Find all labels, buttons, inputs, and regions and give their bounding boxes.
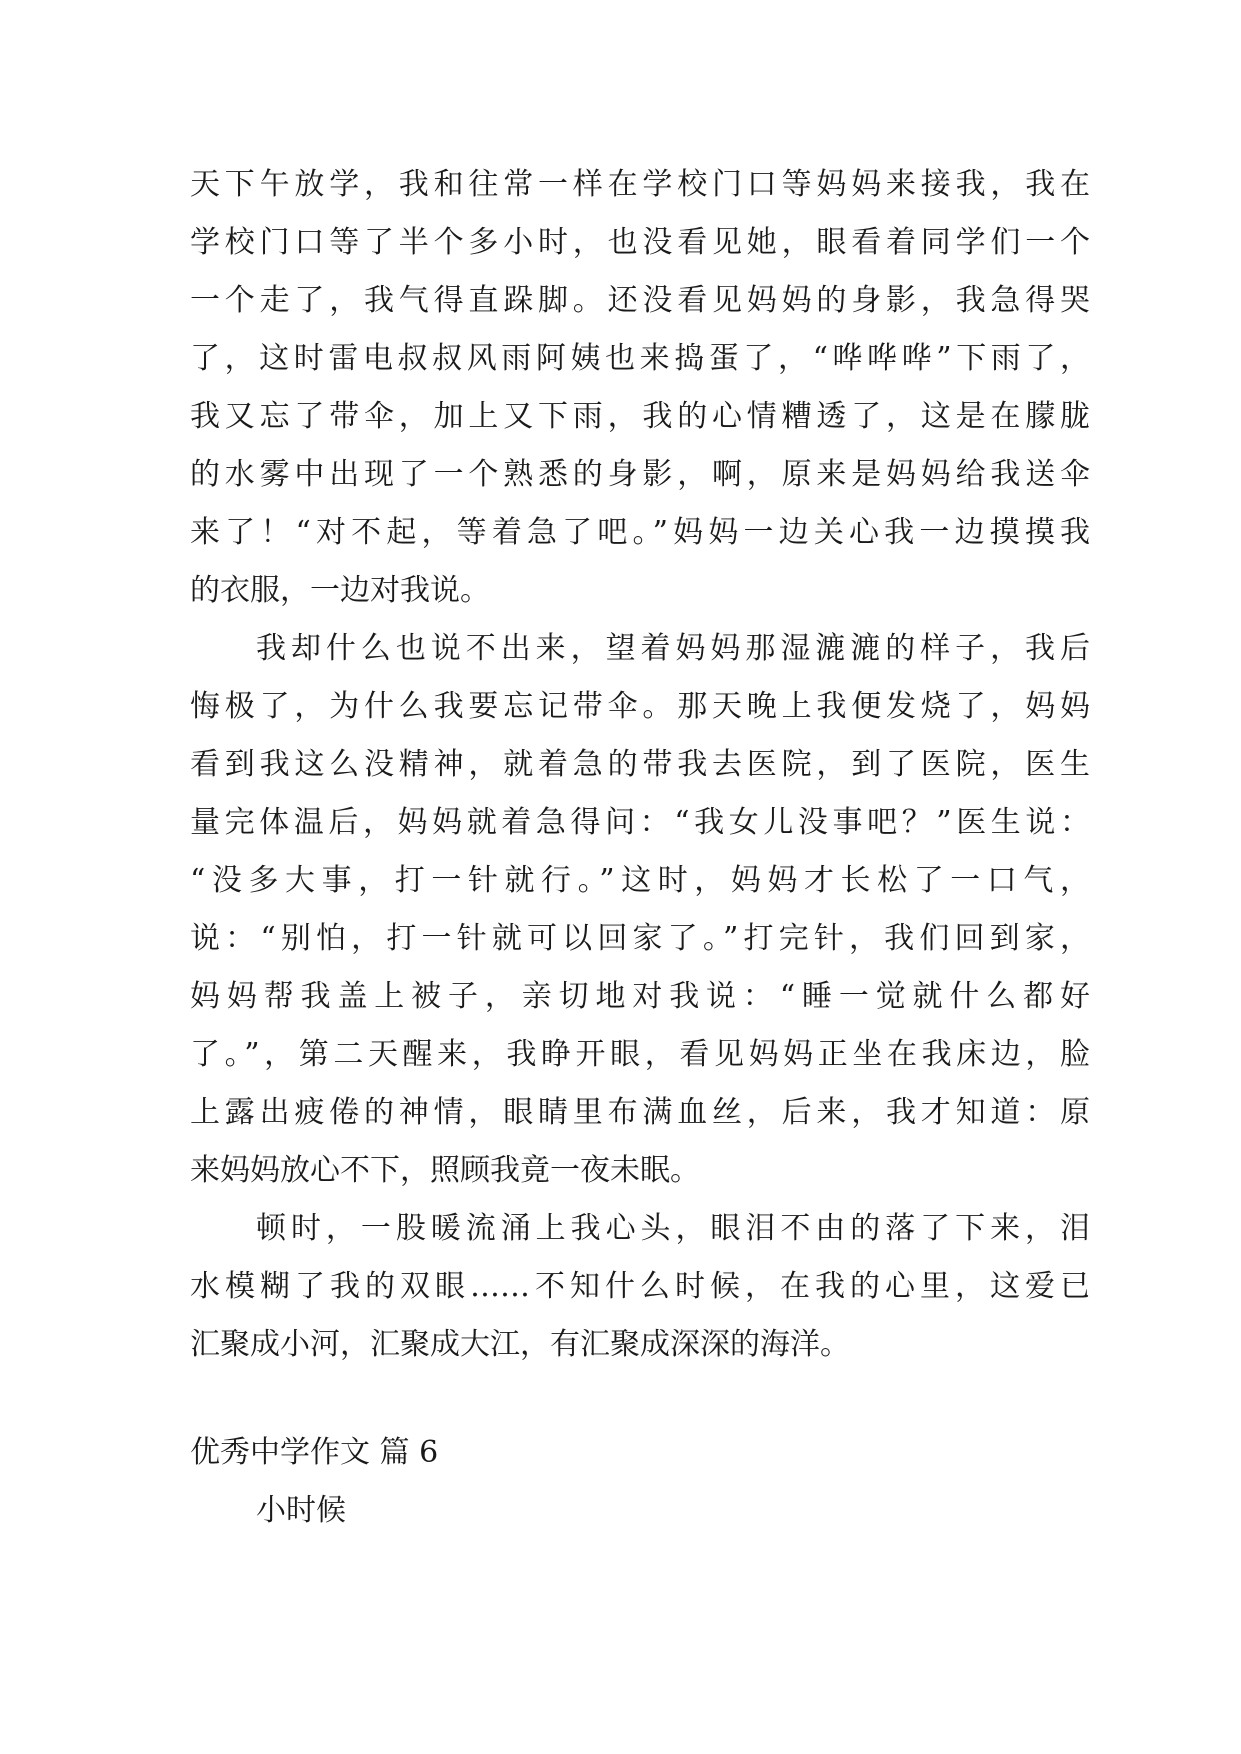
paragraph-1-line-6: 的水雾中出现了一个熟悉的身影，啊，原来是妈妈给我送伞 (190, 457, 1090, 492)
paragraph-2-line-4: 量完体温后，妈妈就着急得问：“我女儿没事吧？”医生说： (190, 805, 1090, 840)
paragraph-2-line-7: 妈妈帮我盖上被子，亲切地对我说：“睡一觉就什么都好 (190, 979, 1090, 1014)
paragraph-2-line-9: 上露出疲倦的神情，眼睛里布满血丝，后来，我才知道：原 (190, 1095, 1090, 1130)
paragraph-2-line-6: 说：“别怕，打一针就可以回家了。”打完针，我们回到家， (190, 921, 1090, 956)
essay-title: 小时候 (256, 1493, 346, 1528)
paragraph-3-line-1: 顿时，一股暖流涌上我心头，眼泪不由的落了下来，泪 (256, 1211, 1090, 1246)
paragraph-1-line-2: 学校门口等了半个多小时，也没看见她，眼看着同学们一个 (190, 225, 1090, 260)
paragraph-2-line-2: 悔极了，为什么我要忘记带伞。那天晚上我便发烧了，妈妈 (190, 689, 1090, 724)
paragraph-1-line-7: 来了！“对不起，等着急了吧。”妈妈一边关心我一边摸摸我 (190, 515, 1090, 550)
paragraph-2-line-1: 我却什么也说不出来，望着妈妈那湿漉漉的样子，我后 (256, 631, 1090, 666)
paragraph-1-line-1: 天下午放学，我和往常一样在学校门口等妈妈来接我，我在 (190, 167, 1090, 202)
paragraph-2-line-3: 看到我这么没精神，就着急的带我去医院，到了医院，医生 (190, 747, 1090, 782)
paragraph-2-line-5: “没多大事，打一针就行。”这时，妈妈才长松了一口气， (190, 863, 1090, 898)
paragraph-3-line-3: 汇聚成小河，汇聚成大江，有汇聚成深深的海洋。 (190, 1327, 850, 1362)
paragraph-2-line-10: 来妈妈放心不下，照顾我竟一夜未眠。 (190, 1153, 700, 1188)
paragraph-1-line-4: 了，这时雷电叔叔风雨阿姨也来捣蛋了，“哗哗哗”下雨了， (190, 341, 1090, 376)
paragraph-1-line-3: 一个走了，我气得直跺脚。还没看见妈妈的身影，我急得哭 (190, 283, 1090, 318)
paragraph-1-line-5: 我又忘了带伞，加上又下雨，我的心情糟透了，这是在朦胧 (190, 399, 1090, 434)
paragraph-3-line-2: 水模糊了我的双眼……不知什么时候，在我的心里，这爱已 (190, 1269, 1090, 1304)
section-heading: 优秀中学作文 篇 6 (190, 1435, 439, 1470)
paragraph-1-line-8: 的衣服，一边对我说。 (190, 573, 490, 608)
paragraph-2-line-8: 了。”，第二天醒来，我睁开眼，看见妈妈正坐在我床边，脸 (190, 1037, 1090, 1072)
